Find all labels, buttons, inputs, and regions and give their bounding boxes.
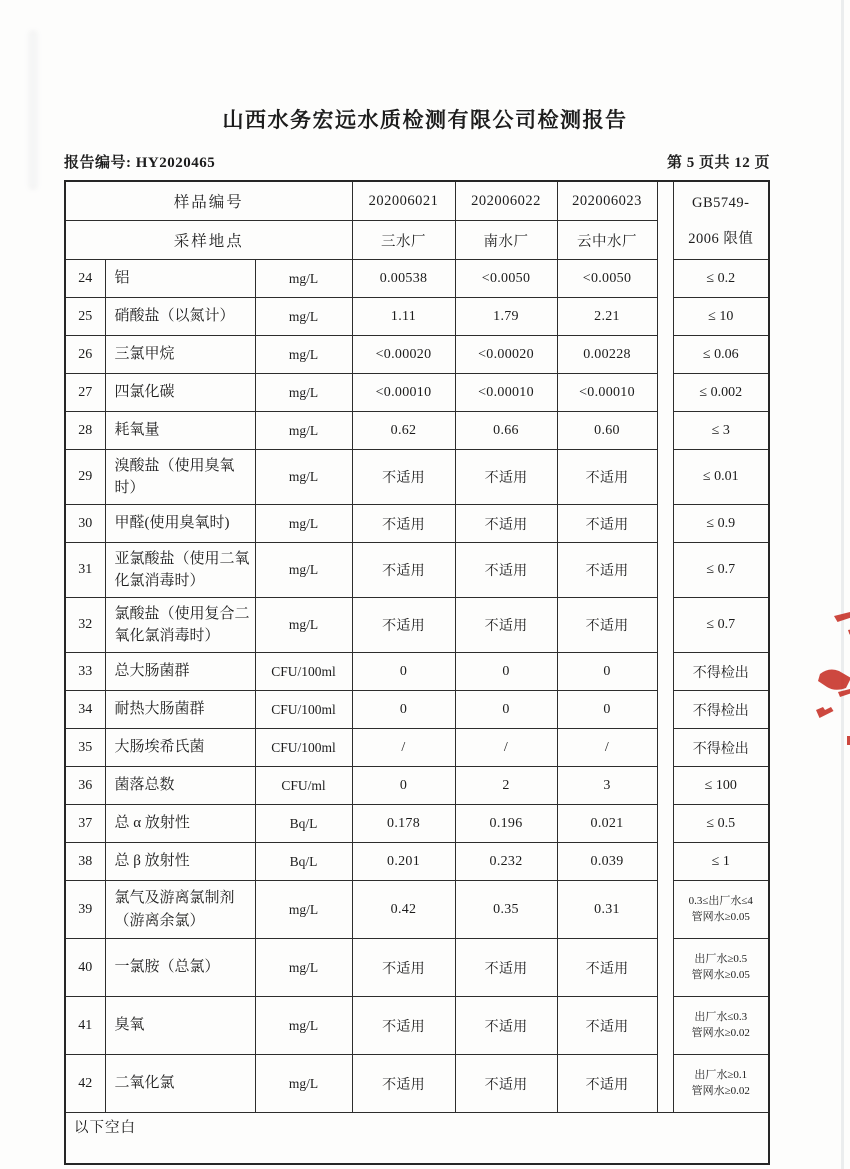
value-cell: 0: [352, 767, 455, 805]
unit-cell: mg/L: [255, 450, 352, 505]
limit-line: ≤ 0.002: [699, 384, 743, 400]
table-row: [65, 374, 769, 412]
limit-cell: [673, 843, 769, 881]
row-number-cell: 25: [65, 298, 105, 336]
limit-column-header: [673, 181, 769, 260]
limit-cell: [673, 505, 769, 543]
separator-cell: [657, 805, 673, 843]
page-indicator: 第 5 页共 12 页: [666, 155, 770, 171]
separator-cell: [657, 598, 673, 653]
limit-line: 管网水≥0.02: [691, 1084, 750, 1097]
limit-cell: [673, 543, 769, 598]
value-cell: 不适用: [352, 543, 455, 598]
row-number-cell: 30: [65, 505, 105, 543]
separator-cell: [657, 336, 673, 374]
limit-line: ≤ 0.01: [702, 469, 739, 484]
table-row: [65, 653, 769, 691]
value-cell: 不适用: [352, 997, 455, 1055]
limit-line: 出厂水≤0.3: [694, 1011, 748, 1024]
limit-cell: [673, 729, 769, 767]
table-row: [65, 336, 769, 374]
limit-cell: [673, 298, 769, 336]
value-cell: 不适用: [352, 598, 455, 653]
separator-cell: [657, 298, 673, 336]
value-cell: 0.196: [455, 805, 557, 843]
value-cell: 不适用: [557, 505, 657, 543]
parameter-name-cell: 总 α 放射性: [105, 805, 255, 843]
sample-id-3: 202006023: [557, 181, 657, 221]
sample-id-label: 样品编号: [65, 181, 352, 221]
parameter-name-cell: 耐热大肠菌群: [105, 691, 255, 729]
table-row: [65, 729, 769, 767]
table-row: [65, 598, 769, 653]
limit-line: 不得检出: [692, 665, 749, 681]
unit-cell: mg/L: [255, 412, 352, 450]
parameter-name-cell: 三氯甲烷: [105, 336, 255, 374]
table-row: [65, 450, 769, 505]
separator-cell: [657, 691, 673, 729]
value-cell: 0: [352, 691, 455, 729]
limit-line: ≤ 1: [711, 853, 730, 869]
value-cell: 不适用: [455, 598, 557, 653]
parameter-name-cell: 菌落总数: [105, 767, 255, 805]
sample-id-2: 202006022: [455, 181, 557, 221]
value-cell: 不适用: [557, 450, 657, 505]
location-2: 南水厂: [455, 221, 557, 260]
table-row: [65, 939, 769, 997]
separator-cell: [657, 450, 673, 505]
unit-cell: mg/L: [255, 374, 352, 412]
limit-line: 不得检出: [692, 703, 749, 719]
limit-line: ≤ 0.2: [706, 270, 736, 286]
row-number-cell: 40: [65, 939, 105, 997]
parameter-name-cell: 大肠埃希氏菌: [105, 729, 255, 767]
value-cell: 0.178: [352, 805, 455, 843]
value-cell: /: [455, 729, 557, 767]
table-row: [65, 881, 769, 939]
unit-cell: Bq/L: [255, 805, 352, 843]
value-cell: 1.11: [352, 298, 455, 336]
blank-note: 以下空白: [65, 1113, 769, 1165]
table-row: [65, 412, 769, 450]
row-number-cell: 39: [65, 881, 105, 939]
parameter-name-cell: 溴酸盐（使用臭氧时）: [105, 450, 255, 505]
unit-cell: mg/L: [255, 298, 352, 336]
separator-cell: [657, 374, 673, 412]
unit-cell: mg/L: [255, 1055, 352, 1113]
limit-cell: [673, 412, 769, 450]
water-quality-results-table: [64, 180, 770, 1165]
parameter-name-cell: 二氧化氯: [105, 1055, 255, 1113]
table-row: [65, 805, 769, 843]
row-number-cell: 28: [65, 412, 105, 450]
row-number-cell: 32: [65, 598, 105, 653]
limit-line: 管网水≥0.02: [691, 1026, 750, 1039]
value-cell: 0.31: [557, 881, 657, 939]
value-cell: 不适用: [352, 505, 455, 543]
limit-line: 出厂水≥0.5: [694, 953, 748, 966]
results-table-body: [65, 260, 769, 1113]
value-cell: /: [557, 729, 657, 767]
value-cell: 0.66: [455, 412, 557, 450]
limit-line: ≤ 0.7: [706, 562, 736, 577]
red-stamp-fragment: [800, 608, 850, 758]
value-cell: 0.201: [352, 843, 455, 881]
row-number-cell: 37: [65, 805, 105, 843]
scan-artifact: [841, 0, 844, 1169]
value-cell: <0.0050: [455, 260, 557, 298]
sample-id-1: 202006021: [352, 181, 455, 221]
value-cell: 不适用: [455, 543, 557, 598]
row-number-cell: 29: [65, 450, 105, 505]
limit-cell: [673, 939, 769, 997]
limit-cell: [673, 1055, 769, 1113]
value-cell: 不适用: [455, 505, 557, 543]
unit-cell: CFU/100ml: [255, 691, 352, 729]
separator-cell: [657, 1055, 673, 1113]
parameter-name-cell: 总 β 放射性: [105, 843, 255, 881]
value-cell: 不适用: [455, 1055, 557, 1113]
value-cell: <0.00010: [455, 374, 557, 412]
table-row: [65, 505, 769, 543]
limit-line: 管网水≥0.05: [691, 968, 750, 981]
parameter-name-cell: 铝: [105, 260, 255, 298]
table-row: [65, 997, 769, 1055]
value-cell: 0.62: [352, 412, 455, 450]
separator-cell: [657, 543, 673, 598]
report-number: 报告编号: HY2020465: [64, 155, 216, 171]
value-cell: <0.00020: [352, 336, 455, 374]
limit-cell: [673, 767, 769, 805]
value-cell: 0.42: [352, 881, 455, 939]
row-number-cell: 42: [65, 1055, 105, 1113]
value-cell: <0.00010: [352, 374, 455, 412]
unit-cell: Bq/L: [255, 843, 352, 881]
value-cell: 不适用: [455, 450, 557, 505]
value-cell: 0: [352, 653, 455, 691]
unit-cell: CFU/100ml: [255, 653, 352, 691]
separator-cell: [657, 939, 673, 997]
row-number-cell: 26: [65, 336, 105, 374]
limit-line: ≤ 3: [711, 422, 730, 438]
value-cell: 不适用: [557, 543, 657, 598]
value-cell: 2.21: [557, 298, 657, 336]
value-cell: 0: [557, 653, 657, 691]
row-number-cell: 24: [65, 260, 105, 298]
value-cell: 不适用: [557, 997, 657, 1055]
separator-cell: [657, 729, 673, 767]
row-number-cell: 34: [65, 691, 105, 729]
value-cell: 0.00228: [557, 336, 657, 374]
limit-line: 出厂水≥0.1: [694, 1069, 748, 1082]
value-cell: 不适用: [455, 939, 557, 997]
separator-cell: [657, 997, 673, 1055]
parameter-name-cell: 亚氯酸盐（使用二氧化氯消毒时）: [105, 543, 255, 598]
limit-cell: [673, 691, 769, 729]
row-number-cell: 38: [65, 843, 105, 881]
parameter-name-cell: 甲醛(使用臭氧时): [105, 505, 255, 543]
page-title: 山西水务宏远水质检测有限公司检测报告: [222, 108, 628, 132]
table-row: [65, 1055, 769, 1113]
row-number-cell: 36: [65, 767, 105, 805]
value-cell: 0: [455, 653, 557, 691]
unit-cell: CFU/ml: [255, 767, 352, 805]
unit-cell: mg/L: [255, 336, 352, 374]
header-row-sample-id: [65, 181, 769, 221]
unit-cell: mg/L: [255, 939, 352, 997]
limit-line: ≤ 0.5: [706, 815, 736, 831]
parameter-name-cell: 氯气及游离氯制剂（游离余氯）: [105, 881, 255, 939]
row-number-cell: 27: [65, 374, 105, 412]
limit-cell: [673, 881, 769, 939]
value-cell: 0.35: [455, 881, 557, 939]
location-3: 云中水厂: [557, 221, 657, 260]
value-cell: /: [352, 729, 455, 767]
value-cell: 0: [455, 691, 557, 729]
parameter-name-cell: 硝酸盐（以氮计）: [105, 298, 255, 336]
unit-cell: mg/L: [255, 598, 352, 653]
table-row: [65, 691, 769, 729]
location-label: 采样地点: [65, 221, 352, 260]
parameter-name-cell: 总大肠菌群: [105, 653, 255, 691]
limit-line: ≤ 0.9: [706, 515, 736, 531]
separator-column: [657, 181, 673, 260]
limit-line: ≤ 0.06: [702, 346, 739, 362]
parameter-name-cell: 臭氧: [105, 997, 255, 1055]
value-cell: 不适用: [455, 997, 557, 1055]
value-cell: 0.60: [557, 412, 657, 450]
report-meta-row: [64, 151, 770, 172]
unit-cell: mg/L: [255, 260, 352, 298]
limit-cell: [673, 997, 769, 1055]
limit-line: 管网水≥0.05: [691, 910, 750, 923]
row-number-cell: 31: [65, 543, 105, 598]
value-cell: 2: [455, 767, 557, 805]
table-row: [65, 260, 769, 298]
value-cell: 3: [557, 767, 657, 805]
limit-cell: [673, 336, 769, 374]
separator-cell: [657, 653, 673, 691]
unit-cell: mg/L: [255, 505, 352, 543]
value-cell: 不适用: [352, 1055, 455, 1113]
value-cell: 1.79: [455, 298, 557, 336]
separator-cell: [657, 505, 673, 543]
separator-cell: [657, 767, 673, 805]
value-cell: 不适用: [557, 939, 657, 997]
unit-cell: CFU/100ml: [255, 729, 352, 767]
parameter-name-cell: 四氯化碳: [105, 374, 255, 412]
limit-header-line2: 2006 限值: [688, 230, 754, 247]
row-number-cell: 41: [65, 997, 105, 1055]
limit-line: 不得检出: [692, 741, 749, 757]
limit-cell: [673, 653, 769, 691]
limit-line: 0.3≤出厂水≤4: [688, 895, 753, 908]
unit-cell: mg/L: [255, 997, 352, 1055]
limit-line: ≤ 10: [708, 308, 734, 324]
row-number-cell: 35: [65, 729, 105, 767]
value-cell: 0: [557, 691, 657, 729]
unit-cell: mg/L: [255, 543, 352, 598]
value-cell: 0.232: [455, 843, 557, 881]
parameter-name-cell: 一氯胺（总氯）: [105, 939, 255, 997]
separator-cell: [657, 881, 673, 939]
results-table-container: [64, 180, 770, 1165]
separator-cell: [657, 260, 673, 298]
value-cell: 0.021: [557, 805, 657, 843]
table-row: [65, 543, 769, 598]
value-cell: 不适用: [557, 1055, 657, 1113]
blank-row: [65, 1113, 769, 1165]
unit-cell: mg/L: [255, 881, 352, 939]
table-row: [65, 767, 769, 805]
limit-cell: [673, 450, 769, 505]
value-cell: <0.00020: [455, 336, 557, 374]
value-cell: 0.00538: [352, 260, 455, 298]
value-cell: 0.039: [557, 843, 657, 881]
limit-cell: [673, 260, 769, 298]
separator-cell: [657, 843, 673, 881]
limit-header-line1: GB5749-: [692, 194, 750, 211]
limit-cell: [673, 598, 769, 653]
value-cell: <0.0050: [557, 260, 657, 298]
value-cell: 不适用: [352, 450, 455, 505]
separator-cell: [657, 412, 673, 450]
row-number-cell: 33: [65, 653, 105, 691]
table-row: [65, 298, 769, 336]
parameter-name-cell: 氯酸盐（使用复合二氧化氯消毒时）: [105, 598, 255, 653]
table-row: [65, 843, 769, 881]
value-cell: 不适用: [352, 939, 455, 997]
limit-line: ≤ 100: [704, 777, 737, 793]
location-1: 三水厂: [352, 221, 455, 260]
value-cell: 不适用: [557, 598, 657, 653]
parameter-name-cell: 耗氧量: [105, 412, 255, 450]
limit-line: ≤ 0.7: [706, 617, 736, 632]
value-cell: <0.00010: [557, 374, 657, 412]
limit-cell: [673, 805, 769, 843]
limit-cell: [673, 374, 769, 412]
